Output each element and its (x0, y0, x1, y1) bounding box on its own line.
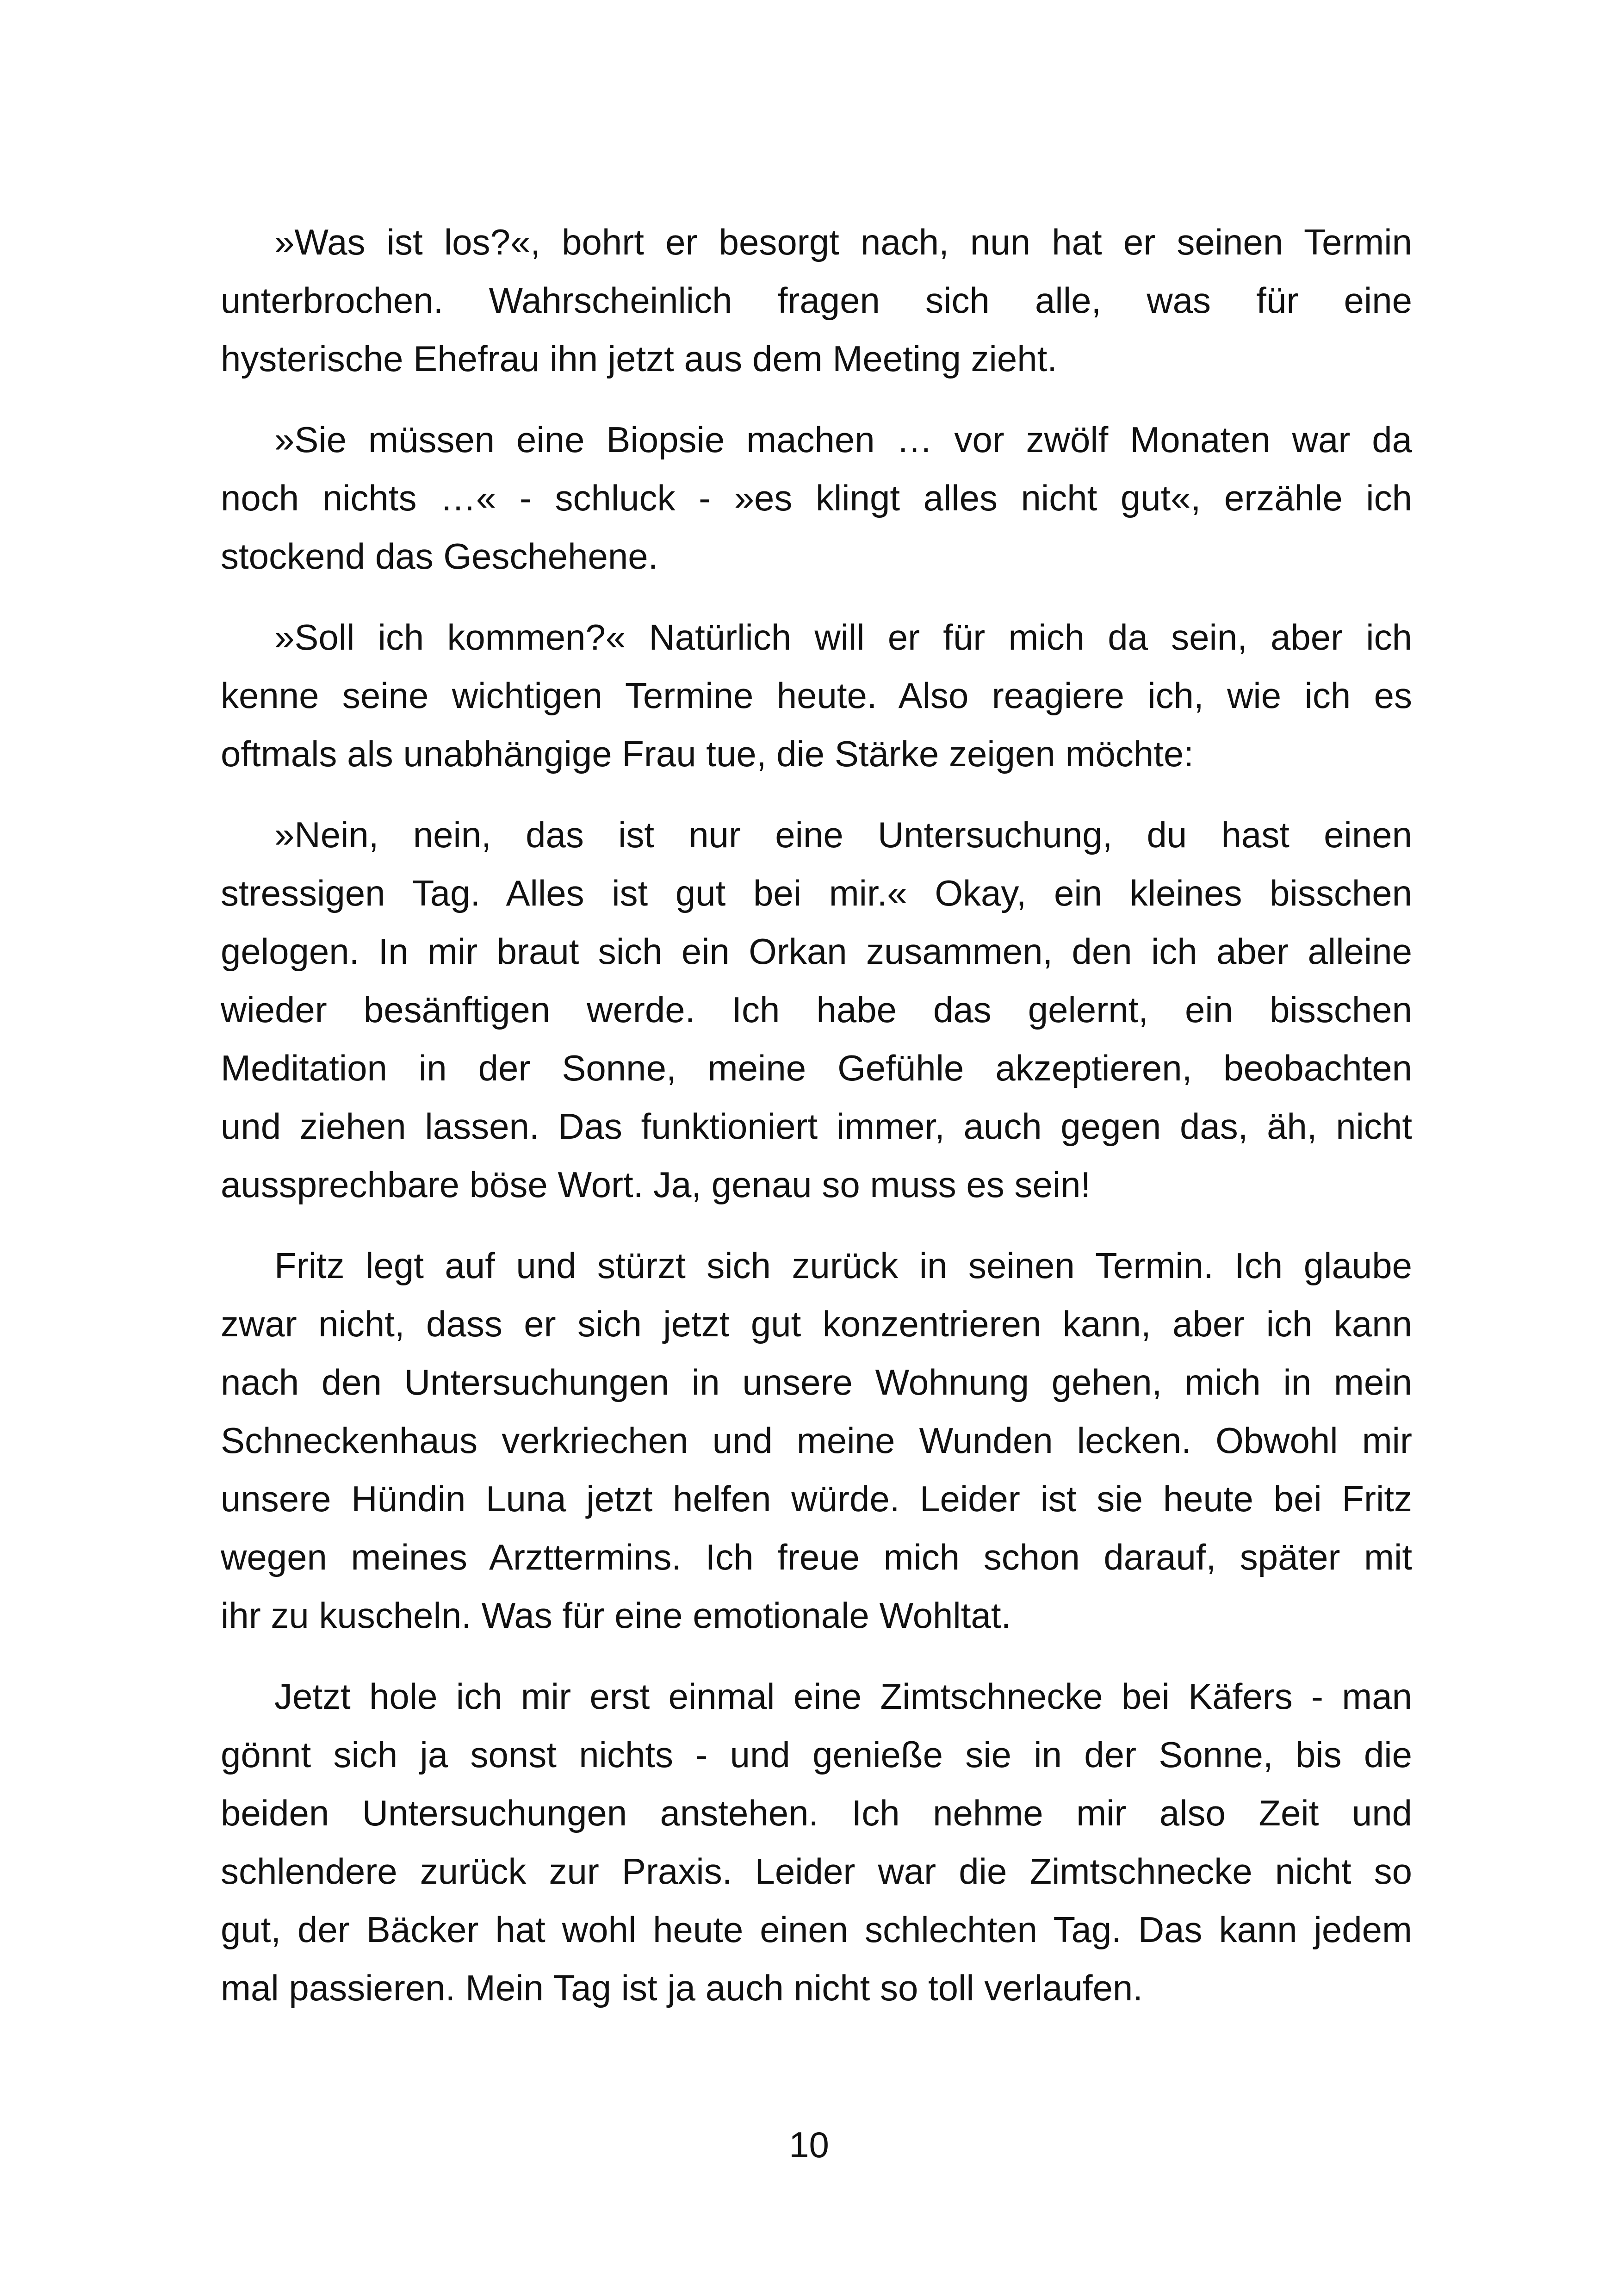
paragraph (221, 410, 1412, 585)
text-line: noch nichts …« - schluck - »es klingt alles nicht gut«, erzähle ich (221, 478, 1412, 518)
text-line: »Soll ich kommen?« Natürlich will er für mich da sein, aber ich (274, 617, 1412, 658)
text-line: »Was ist los?«, bohrt er besorgt nach, nun hat er seinen Termin (274, 222, 1412, 262)
text-line: schlendere zurück zur Praxis. Leider war die Zimtschnecke nicht so (221, 1851, 1412, 1892)
text-line: »Sie müssen eine Biopsie machen … vor zwölf Monaten war da (274, 419, 1412, 460)
text-line: stockend das Geschehene. (221, 536, 658, 577)
text-line: unterbrochen. Wahrscheinlich fragen sich alle, was für eine (221, 280, 1412, 321)
text-line: wieder besänftigen werde. Ich habe das gelernt, ein bisschen (221, 989, 1412, 1030)
paragraph (221, 806, 1412, 1214)
text-line: aussprechbare böse Wort. Ja, genau so muss es sein! (221, 1164, 1091, 1205)
text-line: Schneckenhaus verkriechen und meine Wunden lecken. Obwohl mir (221, 1420, 1412, 1461)
paragraph (221, 1667, 1412, 2017)
text-line: unsere Hündin Luna jetzt helfen würde. Leider ist sie heute bei Fritz (221, 1478, 1412, 1519)
text-line: gönnt sich ja sonst nichts - und genieße sie in der Sonne, bis die (221, 1734, 1412, 1775)
text-line: Meditation in der Sonne, meine Gefühle akzeptieren, beobachten (221, 1048, 1412, 1088)
text-line: zwar nicht, dass er sich jetzt gut konzentrieren kann, aber ich kann (221, 1303, 1412, 1344)
text-line: oftmals als unabhängige Frau tue, die Stärke zeigen möchte: (221, 733, 1194, 774)
text-line: nach den Untersuchungen in unsere Wohnung gehen, mich in mein (221, 1362, 1412, 1402)
text-line: Jetzt hole ich mir erst einmal eine Zimtschnecke bei Käfers - man (274, 1676, 1412, 1717)
text-line: ihr zu kuscheln. Was für eine emotionale Wohltat. (221, 1595, 1011, 1636)
text-line: mal passieren. Mein Tag ist ja auch nicht so toll verlaufen. (221, 1967, 1143, 2008)
text-line: kenne seine wichtigen Termine heute. Also reagiere ich, wie ich es (221, 675, 1412, 716)
text-line: Fritz legt auf und stürzt sich zurück in seinen Termin. Ich glaube (274, 1245, 1412, 1286)
text-line: und ziehen lassen. Das funktioniert immer, auch gegen das, äh, nicht (221, 1106, 1412, 1147)
body-text (221, 213, 1412, 2040)
text-line: hysterische Ehefrau ihn jetzt aus dem Meeting zieht. (221, 338, 1057, 379)
text-line: »Nein, nein, das ist nur eine Untersuchung, du hast einen (274, 814, 1412, 855)
text-line: stressigen Tag. Alles ist gut bei mir.« Okay, ein kleines bisschen (221, 873, 1412, 913)
page-number: 10 (789, 2124, 829, 2165)
text-line: beiden Untersuchungen anstehen. Ich nehme mir also Zeit und (221, 1793, 1412, 1833)
text-line: wegen meines Arzttermins. Ich freue mich schon darauf, später mit (221, 1537, 1412, 1577)
text-line: gelogen. In mir braut sich ein Orkan zusammen, den ich aber alleine (221, 931, 1412, 972)
paragraph (221, 213, 1412, 388)
text-line: gut, der Bäcker hat wohl heute einen schlechten Tag. Das kann jedem (221, 1909, 1412, 1950)
paragraph (221, 608, 1412, 783)
paragraph (221, 1236, 1412, 1644)
